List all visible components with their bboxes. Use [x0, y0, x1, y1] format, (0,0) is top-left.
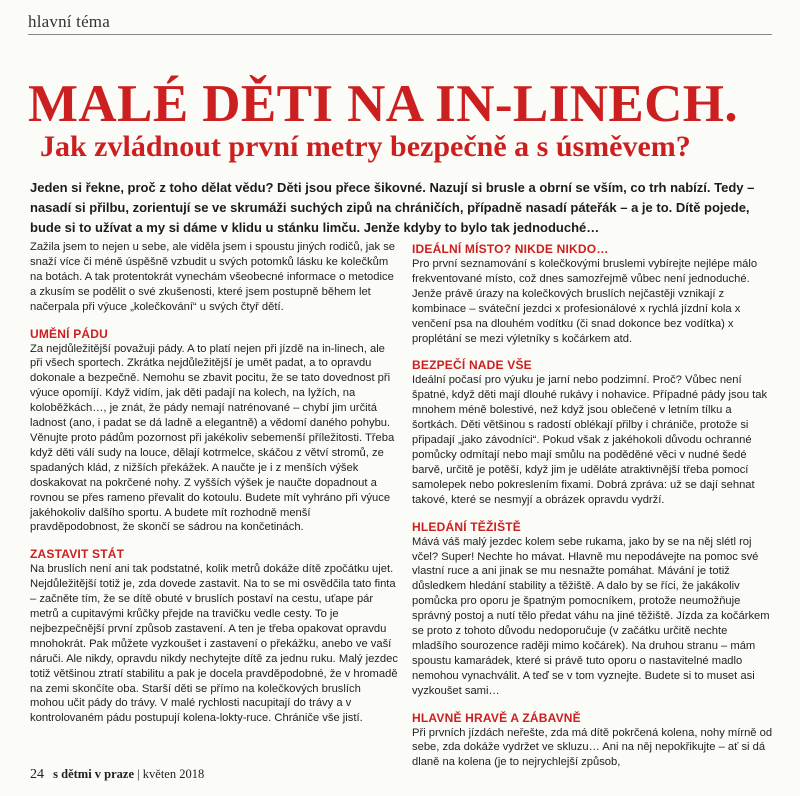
heading-bezpeci: BEZPEČÍ NADE VŠE: [412, 358, 532, 373]
section-label: hlavní téma: [28, 12, 110, 31]
paragraph-hledani-teziste: Mává váš malý jezdec kolem sebe rukama, jako by se na něj slétl roj včel? Super! Nechte ho mávat. Hlavně mu nepodávejte na pomoc své vlastní ruce a ani jinak se mu nesnažte pomáhat. Mávání je totiž důsledkem hledání stability a těžiště. A dalo by se říci, že jakákoliv pomůcka pro oporu je špatným pomocníkem, protože neumožňuje správný postoj a nutí tělo předat váhu na jiné těžiště. Jízda za kočárkem se proto z tohoto důvodu nedoporučuje (v začátku určitě nechte mladšího sourozence raději mimo kočárek). Na druhou stranu – mám spoustu kamarádek, které si právě tuto oporu o nastavitelné madlo nemohou vynachválit. A teď se v tom vyznejte. Budete si to muset asi vyzkoušet sami…: [412, 535, 770, 697]
paragraph-idealni-misto: Pro první seznamování s kolečkovými bruslemi vybírejte nejlépe málo frekventované místo, což dnes samozřejmě vůbec není jednoduché. Jenže právě úrazy na kolečkových bruslích nejčastěji vznikají z kombinace – sváteční jezdci x profesionálové x rychlá jízdní kola x venčení psa na dlouhém vodítku (či snad dokonce bez vodítka) x proplétání se mezi výletníky s kočárkem atd.: [412, 258, 758, 345]
paragraph-bezpeci: Ideální počasí pro výuku je jarní nebo podzimní. Proč? Vůbec není špatné, když děti mají dlouhé rukávy i nohavice. Případné pády jsou tak mnohem méně bolestivé, než když jsou oblečené v letním tílku a šortkách. Děti většinou s radostí oblékají přilby i chrániče, protože si připadají „jako závodníci“. Pokud však z jakéhokoli důvodu ochranné pomůcky odmítají nebo mají smůlu na poděděné věci v nudné šedé barvě, určitě je potěší, když jim je uděláte atraktivnější třeba pomocí samolepek nebo pokreslením fixami. Dobrá zpráva: už se dají sehnat takové, které se nesmyjí a obrázek opravdu vydrží.: [412, 374, 768, 506]
magazine-name: s dětmi v praze: [53, 767, 135, 781]
issue-date: | květen 2018: [137, 767, 205, 781]
heading-zastavit-stat: ZASTAVIT STÁT: [30, 547, 125, 562]
heading-hrave-zabavne: HLAVNĚ HRAVĚ A ZÁBAVNĚ: [412, 710, 581, 725]
page-number: 24: [30, 767, 44, 782]
heading-idealni-misto: IDEÁLNÍ MÍSTO? NIKDE NIKDO…: [412, 242, 609, 256]
intro-paragraph: Zažila jsem to nejen u sebe, ale viděla jsem i spoustu jiných rodičů, jak se snaží více či méně úspěšně vzbudit u svých potomků lásku ke kolečkům na botách. A tak protentokrát vynechám všeobecné informace o metodice a zkusím se podělit o své zkušenosti, které jsem postupně během let načerpala při výuce „kolečkování“ u svých čtyř dětí.: [30, 241, 396, 313]
article-subtitle: Jak zvládnout první metry bezpečně a s úsměvem?: [40, 130, 691, 163]
page-footer: [30, 767, 430, 783]
paragraph-zastavit-stat: Na bruslích není ani tak podstatné, kolik metrů dokáže dítě zpočátku ujet. Nejdůležitější totiž je, zda dovede zastavit. Na to se mi osvědčila tato finta – začněte tím, že se dítě obuté v bruslích postaví na cestu, uťape pár metrů a cupitavými krůčky přejde na travičku vedle cesty. To je nejbezpečnější první způsob zastavení. A ten je třeba opakovat opravdu mnohokrát. Pak můžete vyzkoušet i zastavení o překážku, anebo ve vaší náruči. Ale nikdy, opravdu nikdy nechytejte dítě za jednu ruku. Malý jezdec totiž většinou ztratí stabilitu a pak je docela pravděpodobné, že v hromadě na zemi skončíte oba. Starší děti se přímo na kolečkových bruslích mohou učit pády do trávy. V malé rychlosti nacupitají do trávy a v kontrolovaném pádu postupují kolena-lokty-ruce. Chrániče vše jistí.: [30, 563, 398, 725]
paragraph-hrave-zabavne: Při prvních jízdách neřešte, zda má dítě pokrčená kolena, nohy mírně od sebe, zda dokáže vydržet ve skluzu… Ani na něj nepokřikujte – ať si dá dlaně na kolena (je to nejrychlejší způsob,: [412, 726, 773, 769]
heading-umeni-padu: UMĚNÍ PÁDU: [30, 326, 109, 341]
section-header: [28, 12, 772, 35]
paragraph-umeni-padu: Za nejdůležitější považuji pády. A to platí nejen při jízdě na in-linech, ale při všech sportech. Zkrátka nejdůležitější je umět padat, a to opravdu dokonale a bezpečně. Nemohu se zbavit pocitu, že se tato dovednost při výuce opomíjí. Když vidím, jak děti padají na kolech, na lyžích, na koloběžkách…, je znát, že pády nemají natrénované – chybí jim určitá ladnost (ano, i padat se dá ladně a elegantně) a vědomí daného pohybu. Věnujte proto pádům pozornost při jakékoliv sebemenší příležitosti. Třeba když děti válí sudy na louce, dělají kotrmelce, skáčou z větví stromů, ze spadaných klád, z nižších překážek. A naučte je i z menších výšek doskakovat na pokrčené nohy. Z vyšších výšek je naučte dopadnout a rovnou se přes rameno převalit do kotoulu. Budete mít vyhráno při výuce jakéhokoliv dalšího sportu. A budete mít rozhodně menší pravděpodobnost, že skončí se sádrou na končetinách.: [30, 342, 395, 534]
article-title: MALÉ DĚTI NA IN-LINECH.: [28, 75, 739, 133]
article-lead: Jeden si řekne, proč z toho dělat vědu? Děti jsou přece šikovné. Nazují si brusle a obrní se vším, co trh nabízí. Tedy – nasadí si přilbu, zorientují se ve skrumáži suchých zipů na chráničích, případně nasadí páteřák – a je to. Dítě pojede, bude si to užívat a my si dáme v klidu u stánku limču. Jenže kdyby to bylo tak jednoduché…: [30, 180, 755, 235]
left-column: [30, 240, 398, 726]
right-column: [412, 242, 774, 770]
heading-hledani-teziste: HLEDÁNÍ TĚŽIŠTĚ: [412, 519, 522, 534]
